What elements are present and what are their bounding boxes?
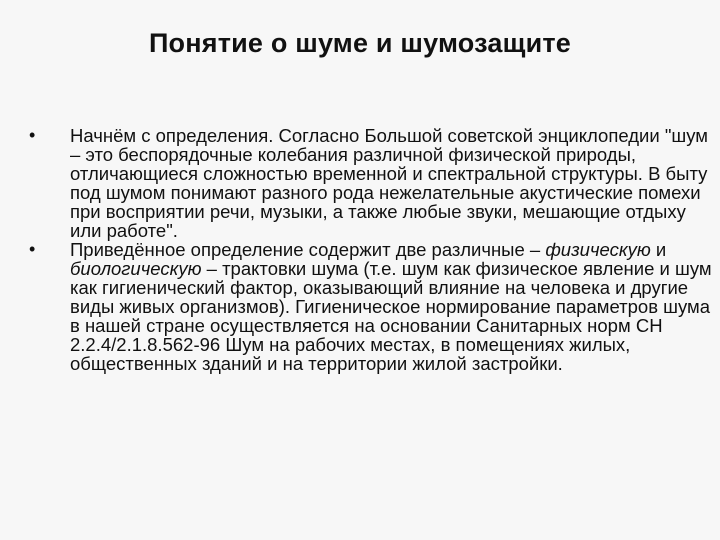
bullet-text-before: Приведённое определение содержит две различные – [70,239,546,260]
bullet-item-definition [24,126,714,240]
bullet-marker: • [29,125,36,145]
bullet-list [24,126,714,373]
bullet-item-interpretations [24,240,714,373]
slide-title: Понятие о шуме и шумозащите [148,28,572,58]
bullet-connector: и [650,239,667,260]
bullet-text-after: – трактовки шума (т.е. шум как физическое явление и шум как гигиенический фактор, оказывающий влияние на человека и другие виды живых организмов). Гигиеническое нормирование параметров шума в нашей стране осуществляется на основании Санитарных норм СН 2.2.4/2.1.8.562-96 Шум на рабочих местах, в помещениях жилых, общественных зданий и на территории жилой застройки. [70,258,712,374]
bullet-text-interpretations [70,240,714,373]
italic-biological-term: биологическую [70,258,202,279]
italic-physical-term: физическую [545,239,651,260]
bullet-marker: • [29,239,36,259]
bullet-text-definition: Начнём с определения. Согласно Большой советской энциклопедии "шум – это беспорядочные колебания различной физической природы, отличающиеся сложностью временной и спектральной структуры. В быту под шумом понимают разного рода нежелательные акустические помехи при восприятии речи, музыки, а также любые звуки, мешающие отдыху или работе". [70,125,709,241]
